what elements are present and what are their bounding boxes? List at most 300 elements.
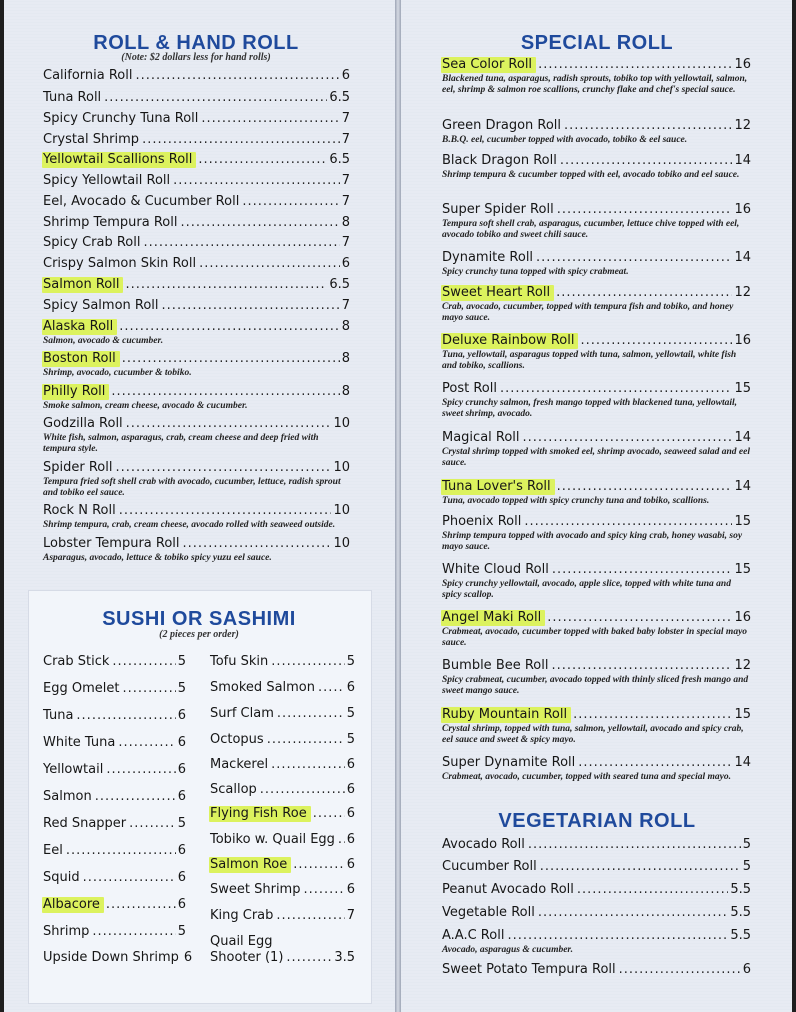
dot-leader: [142, 132, 340, 148]
sushi-menu-price: 6: [177, 843, 186, 858]
special-menu-description: Shrimp tempura & cucumber topped with eel, avocado tobiko and eel sauce.: [442, 170, 740, 180]
sushi-menu-row: [209, 757, 355, 773]
dot-leader: [106, 897, 176, 913]
special-menu-price: 16: [734, 57, 751, 72]
sushi-menu-row: [42, 870, 186, 886]
special-menu-row: [441, 153, 751, 169]
roll-menu-row: [42, 277, 350, 293]
special-menu-name: Bumble Bee Roll: [442, 658, 549, 673]
sushi-menu-price: 6: [177, 897, 186, 912]
special-menu-item: [441, 658, 751, 697]
sushi-menu-item: [42, 950, 193, 966]
sushi-menu-item: [209, 934, 355, 966]
roll-menu-name: Crispy Salmon Skin Roll: [43, 256, 197, 271]
sushi-menu-price: 6: [177, 870, 186, 885]
vegetarian-menu-name: Cucumber Roll: [442, 859, 537, 874]
dot-leader: [277, 706, 345, 722]
sushi-menu-name: Scallop: [210, 782, 257, 797]
roll-menu-item: [42, 503, 350, 531]
sushi-menu-row: [42, 735, 186, 751]
roll-menu-name: Yellowtail Scallions Roll: [42, 152, 196, 168]
vegetarian-menu-name: Avocado Roll: [442, 837, 525, 852]
dot-leader: [95, 789, 176, 805]
vegetarian-menu-name: A.A.C Roll: [442, 928, 505, 943]
special-menu-price: 15: [734, 381, 751, 396]
sushi-note: (2 pieces per order): [159, 629, 239, 640]
roll-menu-row: [42, 256, 350, 272]
special-menu-price: 14: [734, 479, 751, 494]
sushi-menu-item: [42, 843, 186, 859]
sushi-menu-price: 5: [346, 706, 355, 721]
sushi-menu-name: Smoked Salmon: [210, 680, 316, 695]
dot-leader: [560, 153, 733, 169]
special-menu-item: [441, 514, 751, 553]
dot-leader: [199, 256, 340, 272]
roll-menu-row: [42, 351, 350, 367]
special-menu-description: Crabmeat, avocado, cucumber, topped with seared tuna and special mayo.: [442, 772, 731, 782]
sushi-menu-name: Mackerel: [210, 757, 269, 772]
special-menu-description: Blackened tuna, asparagus, radish sprouts, tobiko top with yellowtail, salmon, eel, shrimp & salmon roe scallions, crunchy flake and chef's special sauce.: [442, 74, 748, 95]
special-menu-row: [441, 562, 751, 578]
dot-leader: [180, 215, 339, 231]
roll-menu-price: 10: [333, 536, 350, 551]
roll-menu-item: [42, 384, 350, 412]
roll-menu-price: 7: [341, 194, 350, 209]
sushi-menu-name: Octopus: [210, 732, 264, 747]
sushi-menu-item: [209, 732, 355, 748]
sushi-menu-item: [209, 680, 355, 696]
vegetarian-heading: VEGETARIAN ROLL: [498, 810, 696, 832]
sushi-menu-name: Tobiko w. Quail Egg: [210, 832, 335, 847]
roll-menu-price: 7: [341, 235, 350, 250]
sushi-menu-item: [42, 924, 186, 940]
vegetarian-menu-name: Sweet Potato Tempura Roll: [442, 962, 616, 977]
dot-leader: [111, 384, 339, 400]
roll-menu-price: 8: [341, 319, 350, 334]
sushi-menu-name: Albacore: [42, 897, 104, 913]
roll-menu-price: 7: [341, 111, 350, 126]
dot-leader: [286, 950, 332, 966]
sushi-menu-price: 6: [346, 680, 355, 695]
dot-leader: [577, 882, 728, 898]
dot-leader: [104, 90, 327, 106]
dot-leader: [578, 755, 732, 771]
roll-menu-item: [42, 351, 350, 379]
dot-leader: [92, 924, 175, 940]
roll-menu-row: [42, 319, 350, 335]
dot-leader: [76, 708, 175, 724]
menu-fold: [395, 0, 401, 1012]
sushi-menu-row: [42, 789, 186, 805]
dot-leader: [507, 928, 728, 944]
special-menu-price: 12: [734, 285, 751, 300]
special-menu-description: Spicy crabmeat, cucumber, avocado topped with thinly sliced fresh mango and sweet mango sauce.: [442, 675, 749, 696]
sushi-menu-row: [209, 706, 355, 722]
special-menu-name: Dynamite Roll: [442, 250, 534, 265]
sushi-menu-item: [42, 762, 186, 778]
roll-menu-name: Tuna Roll: [43, 90, 102, 105]
special-menu-row: [441, 430, 751, 446]
roll-menu-item: [42, 90, 350, 106]
roll-hand-heading: ROLL & HAND ROLL: [93, 32, 299, 54]
special-menu-name: Magical Roll: [442, 430, 520, 445]
sushi-menu-row: [209, 857, 355, 873]
special-menu-item: [441, 707, 751, 746]
sushi-menu-name: White Tuna: [43, 735, 116, 750]
dot-leader: [125, 277, 327, 293]
roll-menu-name: Eel, Avocado & Cucumber Roll: [43, 194, 240, 209]
dot-leader: [313, 806, 345, 822]
roll-hand-note: (Note: $2 dollars less for hand rolls): [121, 52, 271, 63]
roll-menu-description: Shrimp, avocado, cucumber & tobiko.: [43, 368, 192, 378]
special-menu-item: [441, 381, 751, 420]
special-menu-row: [441, 333, 751, 349]
dot-leader: [552, 562, 733, 578]
dot-leader: [528, 837, 741, 853]
sushi-menu-row: [209, 782, 355, 798]
vegetarian-menu-row: [441, 928, 751, 944]
roll-menu-item: [42, 277, 350, 293]
special-menu-price: 16: [734, 610, 751, 625]
special-menu-name: Sweet Heart Roll: [441, 285, 554, 301]
roll-menu-item: [42, 536, 350, 564]
special-menu-description: Crab, avocado, cucumber, topped with tempura fish and tobiko, and honey mayo sauce.: [442, 302, 734, 323]
special-menu-description: Spicy crunchy yellowtail, avocado, apple slice, topped with white tuna and spicy scallop.: [442, 579, 731, 600]
sushi-menu-item: [209, 706, 355, 722]
sushi-menu-row: [209, 654, 355, 670]
dot-leader: [173, 173, 340, 189]
dot-leader: [198, 152, 327, 168]
sushi-menu-item: [209, 782, 355, 798]
roll-menu-description: Shrimp tempura, crab, cream cheese, avocado rolled with seaweed outside.: [43, 520, 336, 530]
roll-menu-row: [42, 503, 350, 519]
dot-leader: [580, 333, 732, 349]
dot-leader: [112, 654, 175, 670]
roll-menu-description: Salmon, avocado & cucumber.: [43, 336, 164, 346]
dot-leader: [547, 610, 732, 626]
special-menu-price: 12: [734, 658, 751, 673]
dot-leader: [536, 250, 732, 266]
sushi-menu-name: Crab Stick: [43, 654, 110, 669]
special-heading: SPECIAL ROLL: [520, 32, 674, 54]
roll-menu-name: Philly Roll: [42, 384, 109, 400]
special-menu-price: 16: [734, 333, 751, 348]
roll-menu-name: Boston Roll: [42, 351, 120, 367]
special-menu-name: Angel Maki Roll: [441, 610, 545, 626]
roll-menu-name: Spider Roll: [43, 460, 113, 475]
sushi-menu-row: [209, 934, 355, 950]
sushi-menu-name: Upside Down Shrimp: [43, 950, 179, 965]
roll-menu-item: [42, 68, 350, 84]
roll-menu-row: [42, 215, 350, 231]
roll-menu-name: Lobster Tempura Roll: [43, 536, 180, 551]
dot-leader: [271, 654, 344, 670]
roll-menu-row: [42, 90, 350, 106]
dot-leader: [500, 381, 732, 397]
sushi-menu-item: [209, 806, 355, 822]
special-menu-item: [441, 479, 751, 507]
sushi-menu-price: 6: [177, 762, 186, 777]
special-menu-item: [441, 755, 751, 783]
sushi-menu-row: [209, 806, 355, 822]
sushi-menu-price: 6: [177, 789, 186, 804]
sushi-menu-item: [209, 857, 355, 873]
special-menu-name: Phoenix Roll: [442, 514, 522, 529]
sushi-menu-price: 7: [346, 908, 355, 923]
dot-leader: [540, 859, 741, 875]
dot-leader: [66, 843, 176, 859]
roll-menu-item: [42, 298, 350, 314]
special-menu-price: 16: [734, 202, 751, 217]
sushi-menu-row: [42, 897, 186, 913]
dot-leader: [183, 536, 332, 552]
special-menu-name: Black Dragon Roll: [442, 153, 557, 168]
special-menu-name: Super Spider Roll: [442, 202, 554, 217]
dot-leader: [573, 707, 732, 723]
dot-leader: [201, 111, 339, 127]
roll-menu-description: Asparagus, avocado, lettuce & tobiko spicy yuzu eel sauce.: [43, 553, 272, 563]
sushi-menu-row: [209, 680, 355, 696]
sushi-menu-price: 6: [346, 832, 355, 847]
roll-menu-item: [42, 111, 350, 127]
special-menu-name: Post Roll: [442, 381, 497, 396]
special-menu-name: Sea Color Roll: [441, 57, 536, 73]
dot-leader: [119, 503, 332, 519]
dot-leader: [338, 832, 345, 848]
special-menu-description: Shrimp tempura topped with avocado and spicy king crab, honey wasabi, soy mayo sauce.: [442, 531, 743, 552]
sushi-menu-row: [209, 732, 355, 748]
roll-menu-description: Smoke salmon, cream cheese, avocado & cucumber.: [43, 401, 248, 411]
special-menu-item: [441, 610, 751, 649]
vegetarian-menu-price: 5.5: [730, 905, 751, 920]
sushi-menu-item: [42, 870, 186, 886]
dot-leader: [119, 319, 339, 335]
sushi-heading: SUSHI OR SASHIMI: [102, 608, 296, 630]
roll-menu-item: [42, 256, 350, 272]
sushi-menu-price: 5: [177, 924, 186, 939]
sushi-menu-name: Sweet Shrimp: [210, 882, 301, 897]
roll-menu-price: 6: [341, 256, 350, 271]
dot-leader: [118, 735, 175, 751]
dot-leader: [267, 732, 345, 748]
sushi-menu-item: [42, 735, 186, 751]
dot-leader: [293, 857, 344, 873]
dot-leader: [538, 57, 732, 73]
special-menu-item: [441, 250, 751, 278]
dot-leader: [115, 460, 331, 476]
roll-menu-price: 10: [333, 503, 350, 518]
vegetarian-menu-item: [441, 837, 751, 853]
roll-menu-row: [42, 235, 350, 251]
roll-menu-name: California Roll: [43, 68, 133, 83]
vegetarian-menu-row: [441, 837, 751, 853]
special-menu-name: Tuna Lover's Roll: [441, 479, 555, 495]
roll-menu-description: Tempura fried soft shell crab with avocado, cucumber, lettuce, radish sprout and tobiko eel sauce.: [43, 477, 341, 498]
special-menu-row: [441, 755, 751, 771]
vegetarian-menu-name: Peanut Avocado Roll: [442, 882, 574, 897]
vegetarian-menu-price: 5: [742, 837, 751, 852]
dot-leader: [260, 782, 345, 798]
special-menu-description: Spicy crunchy salmon, fresh mango topped with blackened tuna, yellowtail, sweet shrimp, avocado.: [442, 398, 738, 419]
sushi-menu-name: Flying Fish Roe: [209, 806, 311, 822]
dot-leader: [556, 285, 732, 301]
dot-leader: [552, 658, 733, 674]
dot-leader: [242, 194, 339, 210]
roll-menu-price: 7: [341, 298, 350, 313]
roll-menu-row: [42, 460, 350, 476]
roll-menu-row: [42, 132, 350, 148]
roll-menu-price: 7: [341, 132, 350, 147]
roll-menu-price: 6.5: [329, 90, 350, 105]
dot-leader: [122, 351, 340, 367]
dot-leader: [136, 68, 340, 84]
roll-menu-row: [42, 416, 350, 432]
sushi-menu-price: 6: [346, 757, 355, 772]
sushi-menu-row: [42, 681, 186, 697]
special-menu-description: Tuna, yellowtail, asparagus topped with tuna, salmon, yellowtail, white fish and tobiko, scallions.: [442, 350, 737, 371]
vegetarian-menu-item: [441, 882, 751, 898]
roll-menu-item: [42, 194, 350, 210]
dot-leader: [557, 479, 733, 495]
sushi-menu-price: 6: [346, 806, 355, 821]
special-menu-name: White Cloud Roll: [442, 562, 549, 577]
sushi-menu-name: Quail Egg: [210, 934, 273, 949]
sushi-menu-item: [209, 757, 355, 773]
dot-leader: [106, 762, 175, 778]
dot-leader: [619, 962, 741, 978]
sushi-menu-item: [42, 708, 186, 724]
sushi-menu-price: 6: [346, 882, 355, 897]
special-menu-row: [441, 514, 751, 530]
special-menu-row: [441, 285, 751, 301]
roll-menu-row: [42, 536, 350, 552]
special-menu-row: [441, 658, 751, 674]
special-menu-row: [441, 118, 751, 134]
sushi-menu-price: 6: [346, 782, 355, 797]
roll-menu-price: 8: [341, 384, 350, 399]
sushi-menu-price: 6: [177, 735, 186, 750]
special-menu-item: [441, 285, 751, 324]
special-menu-item: [441, 57, 751, 96]
vegetarian-menu-price: 5: [742, 859, 751, 874]
dot-leader: [126, 416, 332, 432]
special-menu-price: 12: [734, 118, 751, 133]
sushi-menu-row: [42, 843, 186, 859]
roll-menu-name: Rock N Roll: [43, 503, 116, 518]
sushi-menu-name: Tuna: [43, 708, 74, 723]
sushi-menu-name: Yellowtail: [43, 762, 104, 777]
roll-menu-name: Crystal Shrimp: [43, 132, 140, 147]
roll-menu-name: Alaska Roll: [42, 319, 117, 335]
sushi-menu-name: Salmon: [43, 789, 92, 804]
special-menu-row: [441, 610, 751, 626]
sushi-menu-name: Eel: [43, 843, 63, 858]
sushi-menu-name: Squid: [43, 870, 80, 885]
special-menu-price: 15: [734, 707, 751, 722]
special-menu-row: [441, 707, 751, 723]
sushi-menu-row: [209, 950, 355, 966]
special-menu-item: [441, 118, 751, 146]
sushi-menu-row: [42, 654, 186, 670]
sushi-menu-price: 5: [177, 654, 186, 669]
roll-menu-row: [42, 384, 350, 400]
special-menu-row: [441, 381, 751, 397]
special-menu-row: [441, 202, 751, 218]
roll-menu-price: 10: [333, 460, 350, 475]
dot-leader: [162, 298, 340, 314]
sushi-menu-price: 5: [177, 816, 186, 831]
dot-leader: [557, 202, 733, 218]
roll-menu-name: Spicy Salmon Roll: [43, 298, 159, 313]
sushi-menu-price: 6: [183, 950, 193, 965]
roll-menu-item: [42, 416, 350, 455]
sushi-menu-item: [42, 789, 186, 805]
vegetarian-menu-row: [441, 859, 751, 875]
special-menu-price: 15: [734, 562, 751, 577]
dot-leader: [564, 118, 732, 134]
sushi-menu-price: 5: [346, 732, 355, 747]
special-menu-row: [441, 479, 751, 495]
sushi-menu-name: Surf Clam: [210, 706, 274, 721]
vegetarian-menu-name: Vegetable Roll: [442, 905, 535, 920]
roll-menu-price: 6.5: [329, 152, 350, 167]
roll-menu-row: [42, 194, 350, 210]
special-menu-description: Crabmeat, avocado, cucumber topped with baked baby lobster in special mayo sauce.: [442, 627, 748, 648]
vegetarian-menu-row: [441, 882, 751, 898]
sushi-menu-item: [209, 908, 355, 924]
special-menu-row: [441, 250, 751, 266]
roll-menu-name: Spicy Crab Roll: [43, 235, 141, 250]
sushi-menu-name: Egg Omelet: [43, 681, 120, 696]
sushi-menu-item: [42, 816, 186, 832]
special-menu-price: 14: [734, 755, 751, 770]
sushi-menu-item: [209, 832, 355, 848]
roll-menu-price: 7: [341, 173, 350, 188]
roll-menu-item: [42, 173, 350, 189]
roll-menu-item: [42, 215, 350, 231]
sushi-menu-name: Shrimp: [43, 924, 90, 939]
roll-menu-name: Spicy Yellowtail Roll: [43, 173, 171, 188]
roll-menu-item: [42, 152, 350, 168]
vegetarian-menu-description: Avocado, asparagus & cucumber.: [442, 945, 573, 955]
special-menu-price: 14: [734, 250, 751, 265]
special-menu-price: 15: [734, 514, 751, 529]
special-menu-row: [441, 57, 751, 73]
dot-leader: [318, 680, 345, 696]
roll-menu-name: Salmon Roll: [42, 277, 123, 293]
roll-menu-row: [42, 152, 350, 168]
vegetarian-menu-price: 5.5: [730, 882, 751, 897]
roll-menu-name: Spicy Crunchy Tuna Roll: [43, 111, 199, 126]
sushi-menu-price: 3.5: [334, 950, 355, 965]
dot-leader: [271, 757, 345, 773]
roll-menu-name: Godzilla Roll: [43, 416, 123, 431]
sushi-menu-row: [42, 924, 186, 940]
roll-menu-price: 6: [341, 68, 350, 83]
sushi-menu-name: King Crab: [210, 908, 274, 923]
roll-menu-item: [42, 132, 350, 148]
sushi-menu-row: [209, 882, 355, 898]
sushi-menu-name: Salmon Roe: [209, 857, 291, 873]
vegetarian-menu-item: [441, 859, 751, 875]
roll-menu-item: [42, 235, 350, 251]
sushi-menu-row: [42, 950, 193, 966]
dot-leader: [129, 816, 176, 832]
sushi-menu-name-line2: Shooter (1): [210, 950, 284, 965]
special-menu-item: [441, 153, 751, 181]
sushi-menu-name: Red Snapper: [43, 816, 127, 831]
sushi-menu-item: [209, 882, 355, 898]
